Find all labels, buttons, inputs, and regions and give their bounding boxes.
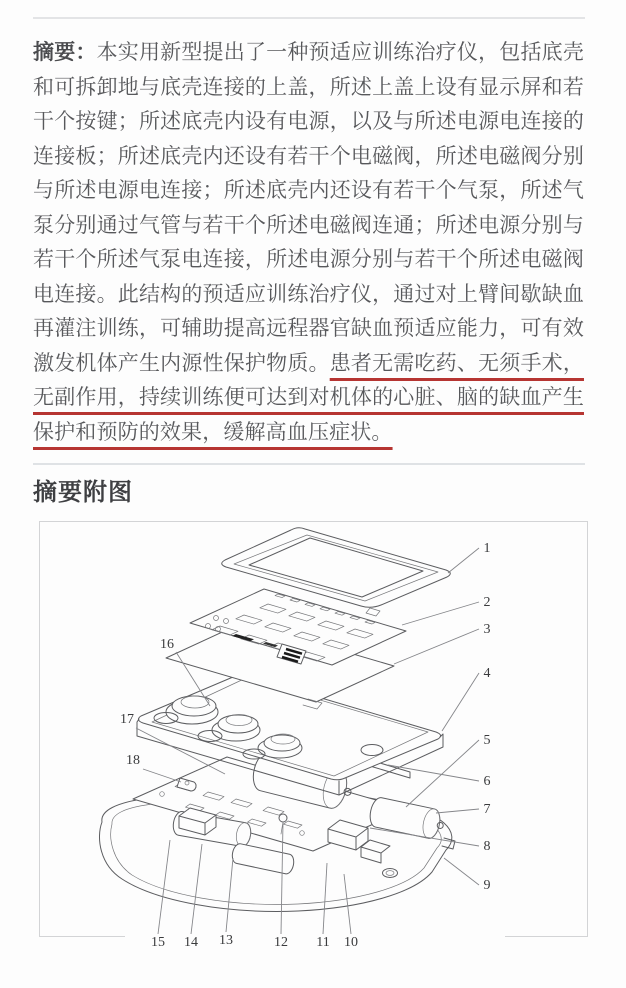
callout-label-12: 12: [274, 935, 288, 950]
abstract-body-text: 本实用新型提出了一种预适应训练治疗仪，包括底壳和可拆卸地与底壳连接的上盖，所述上盖上设有显示屏和若干个按键；所述底壳内设有电源，以及与所述电源电连接的连接板；所述底壳内还设有若干个电磁阀，所述电磁阀分别与所述电源电连接；所述底壳内还设有若干个气泵，所述气泵分别通过气管与若干个所述电磁阀连通；所述电源分别与若干个所述气泵电连接，所述电源分别与若干个所述电磁阀电连接。此结构的预适应训练治疗仪，通过对上臂间歇缺血再灌注训练，可辅助提高远程器官缺血预适应能力，可有效激发机体产生内源性保护物质。: [33, 41, 585, 375]
callout-label-17: 17: [120, 712, 134, 727]
border-gap-patch: [125, 928, 505, 954]
exploded-view-drawing: [40, 522, 586, 954]
abstract-highlighted-text: 患者无需吃药、无须手术，无副作用，持续训练便可达到对机体的心脏、脑的缺血产生保护和预防的效果，缓解高血压症状。: [33, 351, 584, 444]
callout-label-3: 3: [483, 622, 491, 637]
dome-button-1: [166, 696, 218, 724]
callout-label-5: 5: [483, 733, 491, 748]
callout-label-18: 18: [126, 753, 140, 768]
section-divider: [33, 463, 585, 465]
figure-section-heading: 摘要附图: [33, 479, 133, 506]
abstract-label: 摘要：: [33, 41, 97, 64]
callout-label-16: 16: [160, 637, 174, 652]
callout-label-14: 14: [184, 935, 198, 950]
callout-label-2: 2: [483, 595, 491, 610]
abstract-paragraph: [33, 36, 584, 450]
callout-label-1: 1: [483, 541, 491, 556]
callout-label-6: 6: [483, 774, 491, 789]
abstract-figure-box: [39, 521, 588, 950]
callout-label-7: 7: [483, 802, 491, 817]
callout-label-15: 15: [151, 935, 165, 950]
callout-label-10: 10: [344, 935, 358, 950]
callout-label-9: 9: [483, 878, 491, 893]
callout-label-8: 8: [483, 839, 491, 854]
top-divider: [33, 17, 585, 19]
callout-label-11: 11: [316, 935, 330, 950]
callout-label-13: 13: [219, 933, 233, 948]
callout-label-4: 4: [483, 666, 491, 681]
